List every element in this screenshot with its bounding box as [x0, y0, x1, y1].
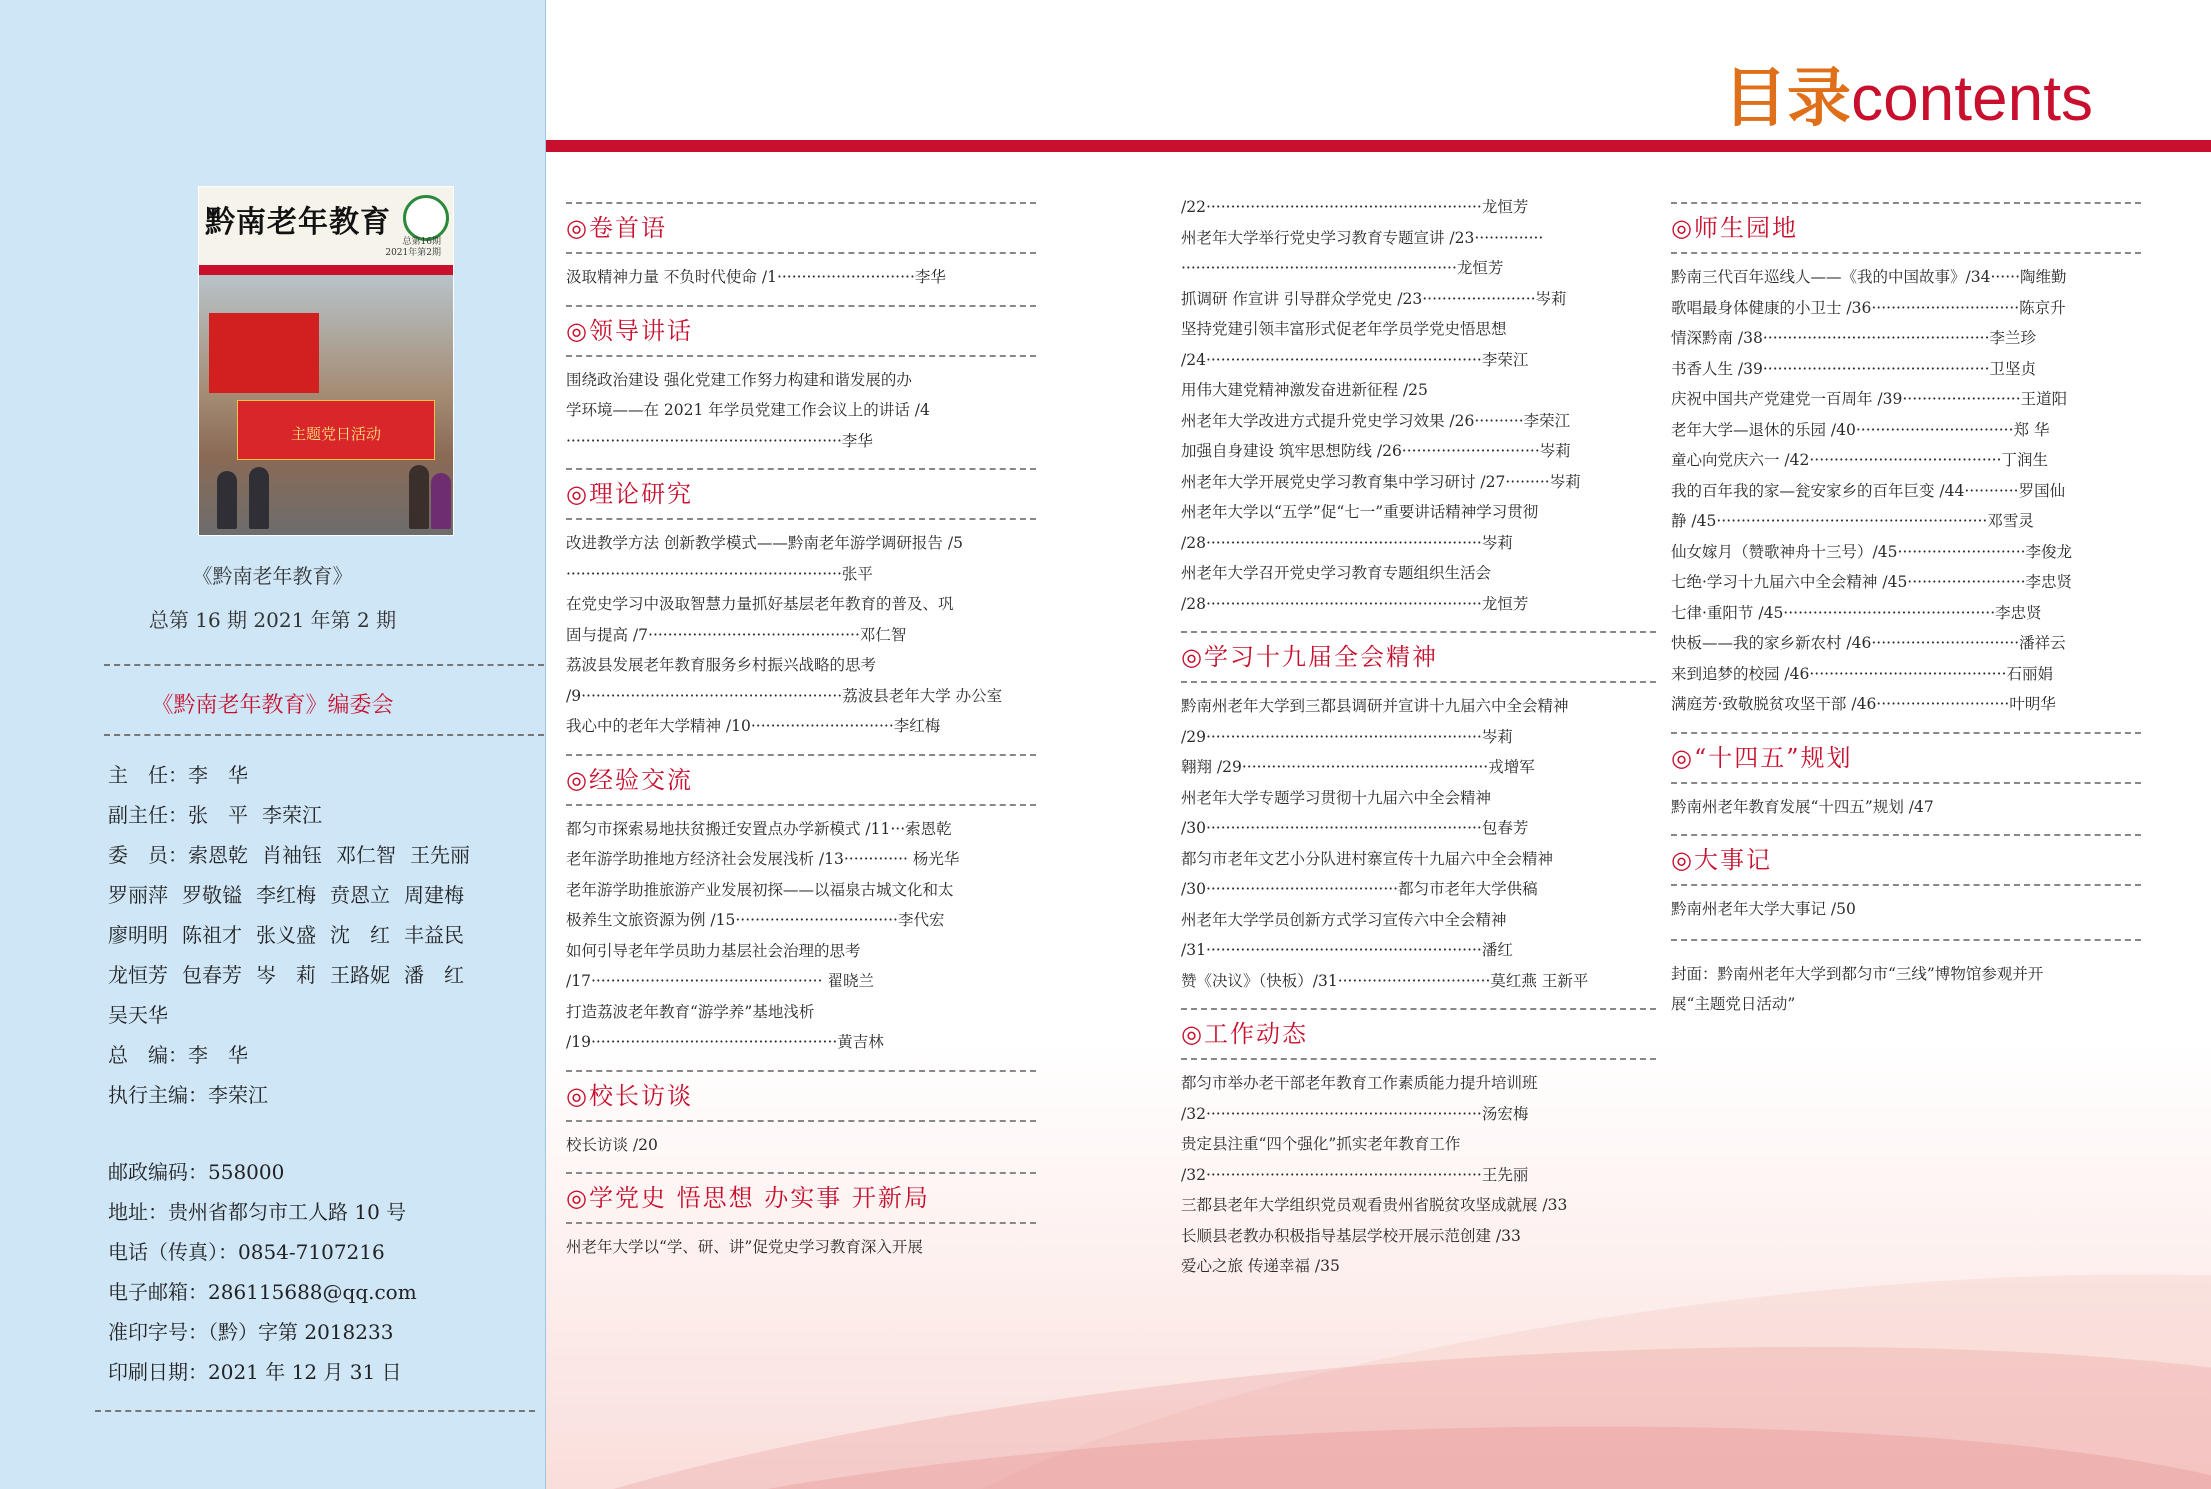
board-members: 吴天华	[108, 1003, 168, 1027]
toc-entry[interactable]: /30·······································都匀市老年大学供稿	[1181, 880, 1538, 898]
toc-entry[interactable]: 童心向党庆六一 /42·······································丁润生	[1671, 451, 2049, 469]
cover-banner-text: 主题党日活动	[290, 425, 381, 443]
toc-entry[interactable]: 荔波县发展老年教育服务乡村振兴战略的思考	[566, 656, 877, 674]
toc-entry[interactable]: 我的百年我的家—瓮安家乡的百年巨变 /44···········罗国仙	[1671, 481, 2066, 500]
toc-entry[interactable]: ························································张平	[566, 564, 873, 583]
toc-column-1	[566, 190, 1036, 1263]
section-heading[interactable]: ◎大事记	[1671, 834, 2141, 886]
toc-entry[interactable]: 州老年大学学员创新方式学习宣传六中全会精神	[1181, 910, 1507, 929]
divider	[104, 664, 544, 666]
board-chief-editor: 总 编：李 华	[108, 1043, 248, 1067]
toc-entry[interactable]: /22························································龙恒芳	[1181, 198, 1529, 216]
toc-title-en: contents	[1851, 62, 2093, 134]
toc-entry[interactable]: 情深黔南 /38··············································李兰珍	[1671, 329, 2037, 347]
toc-entry[interactable]: 州老年大学专题学习贯彻十九届六中全会精神	[1181, 788, 1492, 807]
cover-logo-icon	[403, 195, 449, 241]
board-director: 主 任：李 华	[108, 763, 248, 787]
toc-entry[interactable]: 静 /45·······················································邓雪灵	[1671, 512, 2034, 530]
toc-entry[interactable]: 爱心之旅 传递幸福 /35	[1181, 1257, 1340, 1275]
toc-entry[interactable]: 快板——我的家乡新农村 /46······························潘祥云	[1671, 634, 2066, 652]
divider	[104, 734, 544, 736]
toc-sections	[1671, 202, 2141, 925]
section-heading[interactable]: ◎校长访谈	[566, 1070, 1036, 1122]
left-panel	[0, 0, 546, 1489]
toc-entry[interactable]: 极养生文旅资源为例 /15·································李代宏	[566, 911, 945, 929]
toc-entry[interactable]: 抓调研 作宣讲 引导群众学党史 /23·······················岑莉	[1181, 289, 1567, 308]
toc-entry[interactable]: 老年游学助推地方经济社会发展浅析 /13············· 杨光华	[566, 850, 960, 868]
toc-entry[interactable]: 黔南三代百年巡线人——《我的中国故事》/34······陶维勤	[1671, 268, 2067, 286]
person-figure	[409, 465, 429, 529]
cover-banner	[237, 400, 435, 460]
toc-entry[interactable]: 州老年大学改进方式提升党史学习效果 /26··········李荣江	[1181, 411, 1571, 430]
toc-entry[interactable]: 改进教学方法 创新教学模式——黔南老年游学调研报告 /5	[566, 534, 963, 552]
board-deputies: 副主任：张 平 李荣江	[108, 803, 322, 827]
toc-entry[interactable]: 都匀市老年文艺小分队进村寨宣传十九届六中全会精神	[1181, 849, 1554, 868]
toc-entry[interactable]: /31························································潘红	[1181, 941, 1513, 959]
toc-entry[interactable]: 书香人生 /39··············································卫坚贞	[1671, 359, 2037, 378]
address: 地址：贵州省都匀市工人路 10 号	[108, 1200, 407, 1224]
toc-entry[interactable]: /9·····················································荔波县老年大学 办公室	[566, 686, 1003, 705]
print-permit: 准印字号：（黔）字第 2018233	[108, 1320, 394, 1344]
toc-entry[interactable]: 长顺县老教办积极指导基层学校开展示范创建 /33	[1181, 1226, 1521, 1245]
toc-entry[interactable]: 黔南州老年大学大事记 /50	[1671, 900, 1856, 918]
contact-info	[108, 1152, 417, 1392]
section-heading[interactable]: ◎学党史 悟思想 办实事 开新局	[566, 1172, 1036, 1224]
header-red-bar	[546, 140, 2211, 152]
toc-entry[interactable]: 学环境——在 2021 年学员党建工作会议上的讲话 /4	[566, 401, 930, 419]
toc-entry[interactable]: 歌唱最身体健康的小卫士 /36······························陈京升	[1671, 298, 2066, 317]
toc-entry[interactable]: 如何引导老年学员助力基层社会治理的思考	[566, 941, 861, 960]
section-heading[interactable]: ◎理论研究	[566, 468, 1036, 520]
toc-entry[interactable]: 赞《决议》（快板）/31·······························莫红燕 王新平	[1181, 971, 1589, 990]
toc-entry[interactable]: /29························································岑莉	[1181, 727, 1513, 746]
toc-entry[interactable]: 围绕政治建设 强化党建工作努力构建和谐发展的办	[566, 370, 912, 389]
section-heading[interactable]: ◎学习十九届全会精神	[1181, 631, 1656, 683]
toc-entry[interactable]: 汲取精神力量 不负时代使命 /1····························李华	[566, 268, 946, 286]
toc-entry[interactable]: ························································李华	[566, 431, 873, 450]
toc-entry[interactable]: ························································龙恒芳	[1181, 259, 1504, 277]
toc-entry[interactable]: 老年游学助推旅游产业发展初探——以福泉古城文化和太	[566, 880, 954, 899]
toc-entry[interactable]: 用伟大建党精神激发奋进新征程 /25	[1181, 381, 1428, 399]
cover-note	[1671, 959, 2141, 1020]
toc-entry[interactable]: 满庭芳·致敬脱贫攻坚干部 /46···························叶明华	[1671, 695, 2056, 713]
toc-entry[interactable]: 都匀市探索易地扶贫搬迁安置点办学新模式 /11···索恩乾	[566, 819, 952, 838]
section-heading[interactable]: ◎师生园地	[1671, 202, 2141, 254]
toc-entry[interactable]: 庆祝中国共产党建党一百周年 /39························王道阳	[1671, 390, 2068, 408]
toc-title-cn: 目录	[1723, 62, 1852, 136]
toc-entry[interactable]: 州老年大学开展党史学习教育集中学习研讨 /27·········岑莉	[1181, 472, 1581, 491]
toc-entry[interactable]: /28························································岑莉	[1181, 533, 1513, 552]
party-flag-icon	[209, 313, 319, 393]
divider	[95, 1410, 535, 1412]
toc-entry[interactable]: 我心中的老年大学精神 /10·····························李红梅	[566, 717, 941, 735]
toc-column-3	[1671, 190, 2141, 1020]
section-heading[interactable]: ◎卷首语	[566, 202, 1036, 254]
board-members: 廖明明 陈祖才 张义盛 沈 红 丰益民	[108, 923, 464, 947]
toc-entry[interactable]: /32························································王先丽	[1181, 1165, 1529, 1184]
toc-continued-list	[1181, 192, 1656, 619]
person-figure	[217, 471, 237, 529]
cover-caption-issue: 总第 16 期 2021 年第 2 期	[148, 608, 397, 632]
toc-sections	[1181, 631, 1656, 1282]
toc-entry[interactable]: /17··············································· 翟晓兰	[566, 972, 874, 990]
cover-issue-number: 总第16期 2021年第2期	[385, 237, 441, 258]
toc-entry[interactable]: 打造荔波老年教育“游学养”基地浅析	[566, 1002, 815, 1021]
divider	[1671, 939, 2141, 941]
section-heading[interactable]: ◎经验交流	[566, 754, 1036, 806]
cover-note-line: 封面：黔南州老年大学到都匀市“三线”博物馆参观并开	[1671, 964, 2044, 983]
phone: 电话（传真）：0854-7107216	[108, 1240, 385, 1264]
section-heading[interactable]: ◎领导讲话	[566, 305, 1036, 357]
toc-column-2	[1181, 192, 1656, 1282]
cover-photo	[199, 275, 453, 535]
toc-entry[interactable]: 七律·重阳节 /45···········································李忠贤	[1671, 603, 2042, 622]
print-date: 印刷日期：2021 年 12 月 31 日	[108, 1360, 402, 1384]
postcode: 邮政编码：558000	[108, 1160, 285, 1184]
toc-entry[interactable]: /32························································汤宏梅	[1181, 1104, 1529, 1123]
person-figure	[249, 467, 269, 529]
toc-entry[interactable]: 七绝·学习十九届六中全会精神 /45························李忠贤	[1671, 573, 2073, 591]
cover-red-strip	[199, 265, 453, 275]
magazine-cover-image	[198, 186, 454, 536]
toc-entry[interactable]: 贵定县注重“四个强化”抓实老年教育工作	[1181, 1135, 1461, 1153]
toc-entry[interactable]: 黔南州老年大学到三都县调研并宣讲十九届六中全会精神	[1181, 697, 1569, 715]
board-members: 委 员：索恩乾 肖袖钰 邓仁智 王先丽	[108, 843, 470, 867]
table-of-contents-panel	[546, 0, 2211, 1489]
person-figure	[431, 473, 451, 529]
section-heading[interactable]: ◎工作动态	[1181, 1008, 1656, 1060]
toc-entry[interactable]: 在党史学习中汲取智慧力量抓好基层老年教育的普及、巩	[566, 595, 954, 613]
cover-caption-title: 《黔南老年教育》	[192, 564, 353, 588]
cover-note-line: 展“主题党日活动”	[1671, 995, 1796, 1013]
toc-entry[interactable]: 翱翔 /29··················································戎增军	[1181, 758, 1535, 776]
toc-entry[interactable]: /30························································包春芳	[1181, 819, 1529, 837]
toc-title	[1723, 58, 2093, 138]
toc-entry[interactable]: 校长访谈 /20	[566, 1135, 658, 1154]
cover-magazine-name: 黔南老年教育	[205, 205, 391, 240]
toc-entry[interactable]: 州老年大学召开党史学习教育专题组织生活会	[1181, 564, 1492, 582]
section-heading[interactable]: ◎“十四五”规划	[1671, 732, 2141, 784]
toc-entry[interactable]: /28························································龙恒芳	[1181, 594, 1529, 613]
board-exec-editor: 执行主编：李荣江	[108, 1083, 268, 1107]
toc-entry[interactable]: 州老年大学以“学、研、讲”促党史学习教育深入开展	[566, 1238, 923, 1256]
toc-entry[interactable]: 州老年大学举行党史学习教育专题宣讲 /23··············	[1181, 228, 1544, 247]
toc-entry[interactable]: 加强自身建设 筑牢思想防线 /26····························岑莉	[1181, 442, 1571, 460]
toc-entry[interactable]: 来到追梦的校园 /46········································石丽娟	[1671, 664, 2053, 683]
toc-entry[interactable]: 老年大学—退休的乐园 /40································郑 华	[1671, 420, 2050, 439]
toc-entry[interactable]: 都匀市举办老干部老年教育工作素质能力提升培训班	[1181, 1074, 1538, 1092]
board-members: 龙恒芳 包春芳 岑 莉 王路妮 潘 红	[108, 963, 464, 987]
toc-entry[interactable]: 黔南州老年教育发展“十四五”规划 /47	[1671, 797, 1934, 816]
cover-header	[199, 187, 453, 265]
toc-entry[interactable]: /24························································李荣江	[1181, 350, 1529, 369]
toc-entry[interactable]: /19··················································黄吉林	[566, 1033, 884, 1051]
editorial-board	[108, 755, 484, 1115]
board-members: 罗丽萍 罗敬镒 李红梅 贲恩立 周建梅	[108, 883, 464, 907]
email: 电子邮箱：286115688@qq.com	[108, 1280, 417, 1304]
toc-entry[interactable]: 州老年大学以“五学”促“七一”重要讲话精神学习贯彻	[1181, 503, 1539, 521]
toc-entry[interactable]: 仙女嫁月（赞歌神舟十三号）/45··························李俊龙	[1671, 542, 2073, 561]
toc-entry[interactable]: 固与提高 /7···········································邓仁智	[566, 625, 907, 644]
toc-entry[interactable]: 三都县老年大学组织党员观看贵州省脱贫攻坚成就展 /33	[1181, 1196, 1568, 1214]
board-title: 《黔南老年教育》编委会	[151, 693, 394, 718]
toc-entry[interactable]: 坚持党建引领丰富形式促老年学员学党史悟思想	[1181, 320, 1507, 338]
